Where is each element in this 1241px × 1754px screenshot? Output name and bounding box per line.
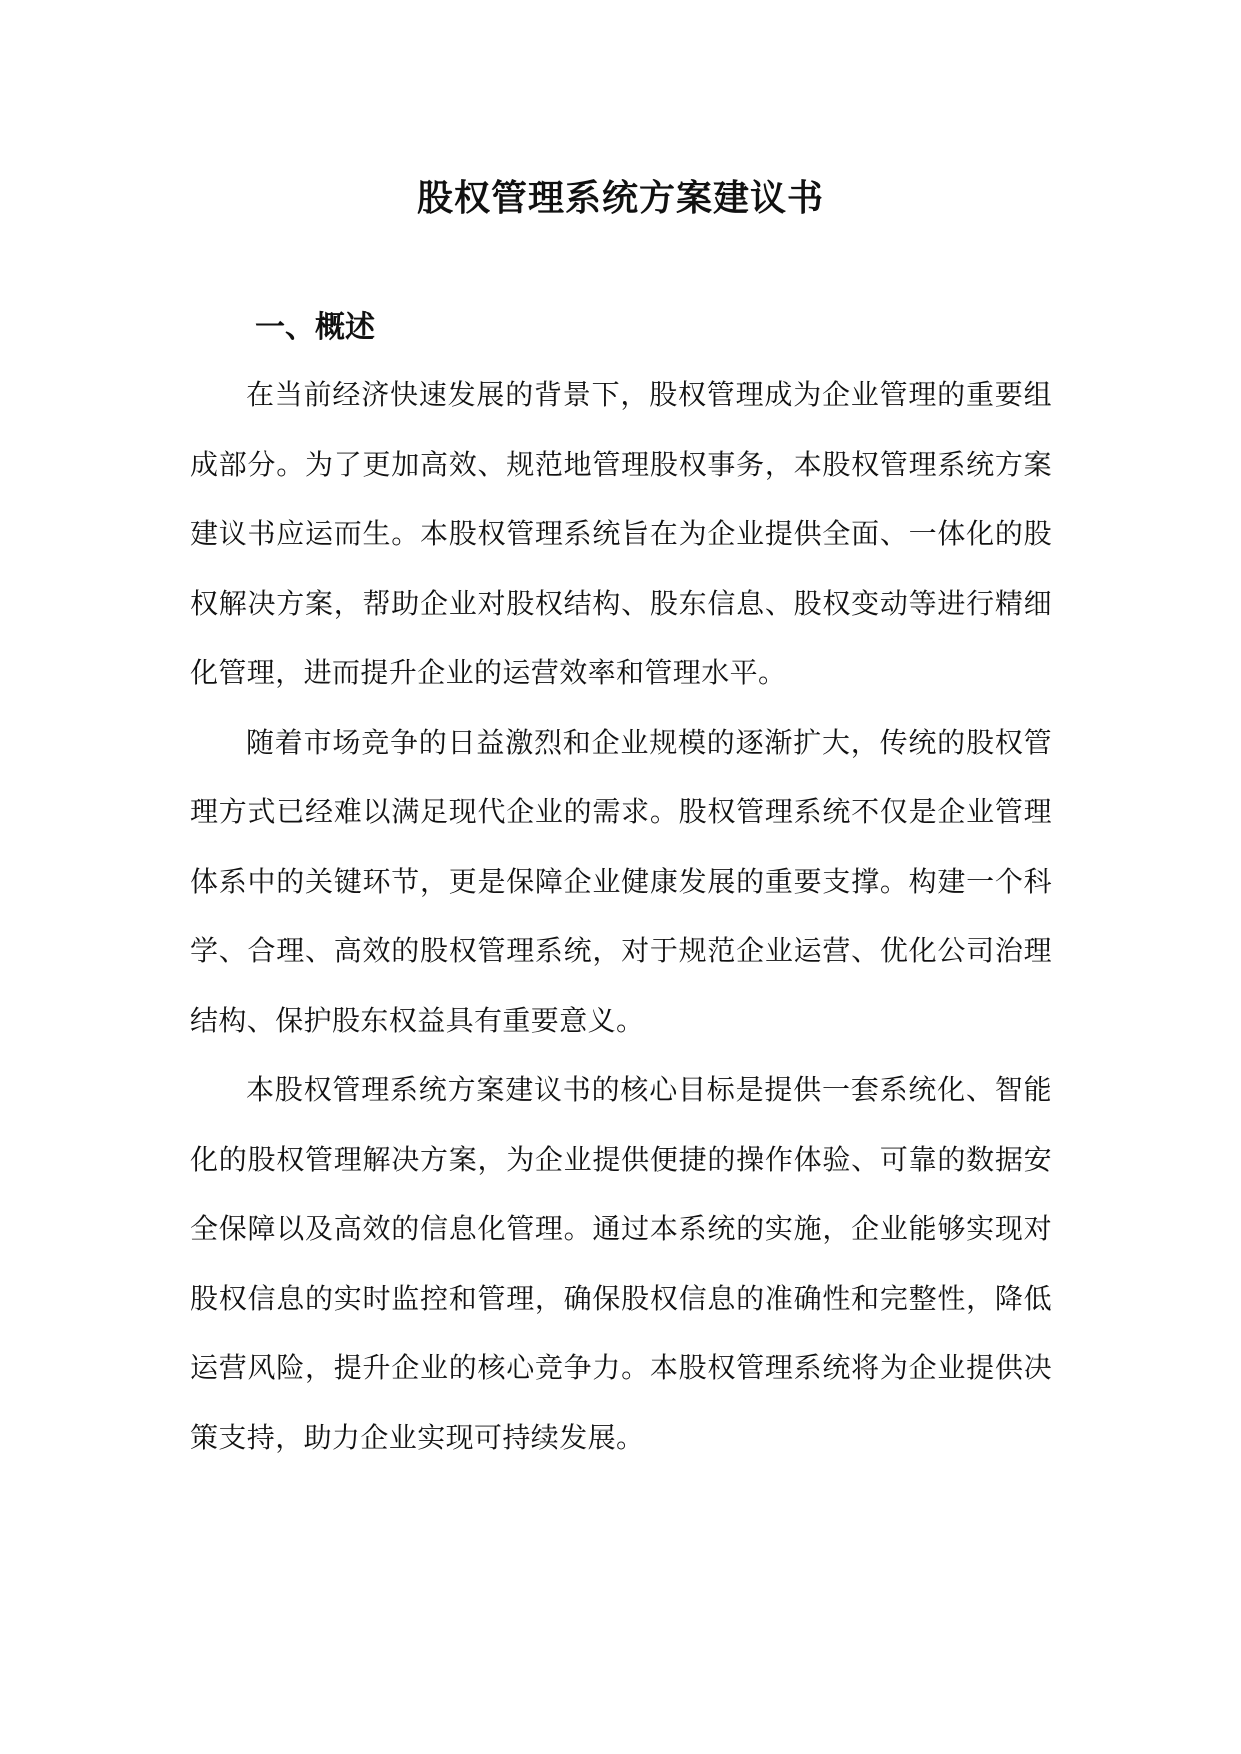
document-title: 股权管理系统方案建议书 xyxy=(416,177,824,220)
paragraph-2: 随着市场竞争的日益激烈和企业规模的逐渐扩大，传统的股权管理方式已经难以满足现代企业的需求。股权管理系统不仅是企业管理体系中的关键环节，更是保障企业健康发展的重要支撑。构建一个科学、合理、高效的股权管理系统，对于规范企业运营、优化公司治理结构、保护股东权益具有重要意义。 xyxy=(190,725,1052,1037)
section-heading-overview: 一、概述 xyxy=(255,309,375,345)
paragraph-3: 本股权管理系统方案建议书的核心目标是提供一套系统化、智能化的股权管理解决方案，为企业提供便捷的操作体验、可靠的数据安全保障以及高效的信息化管理。通过本系统的实施，企业能够实现对股权信息的实时监控和管理，确保股权信息的准确性和完整性，降低运营风险，提升企业的核心竞争力。本股权管理系统将为企业提供决策支持，助力企业实现可持续发展。 xyxy=(190,1073,1052,1454)
section-body xyxy=(190,360,1052,1472)
paragraph-1: 在当前经济快速发展的背景下，股权管理成为企业管理的重要组成部分。为了更加高效、规范地管理股权事务，本股权管理系统方案建议书应运而生。本股权管理系统旨在为企业提供全面、一体化的股权解决方案，帮助企业对股权结构、股东信息、股权变动等进行精细化管理，进而提升企业的运营效率和管理水平。 xyxy=(190,378,1052,689)
